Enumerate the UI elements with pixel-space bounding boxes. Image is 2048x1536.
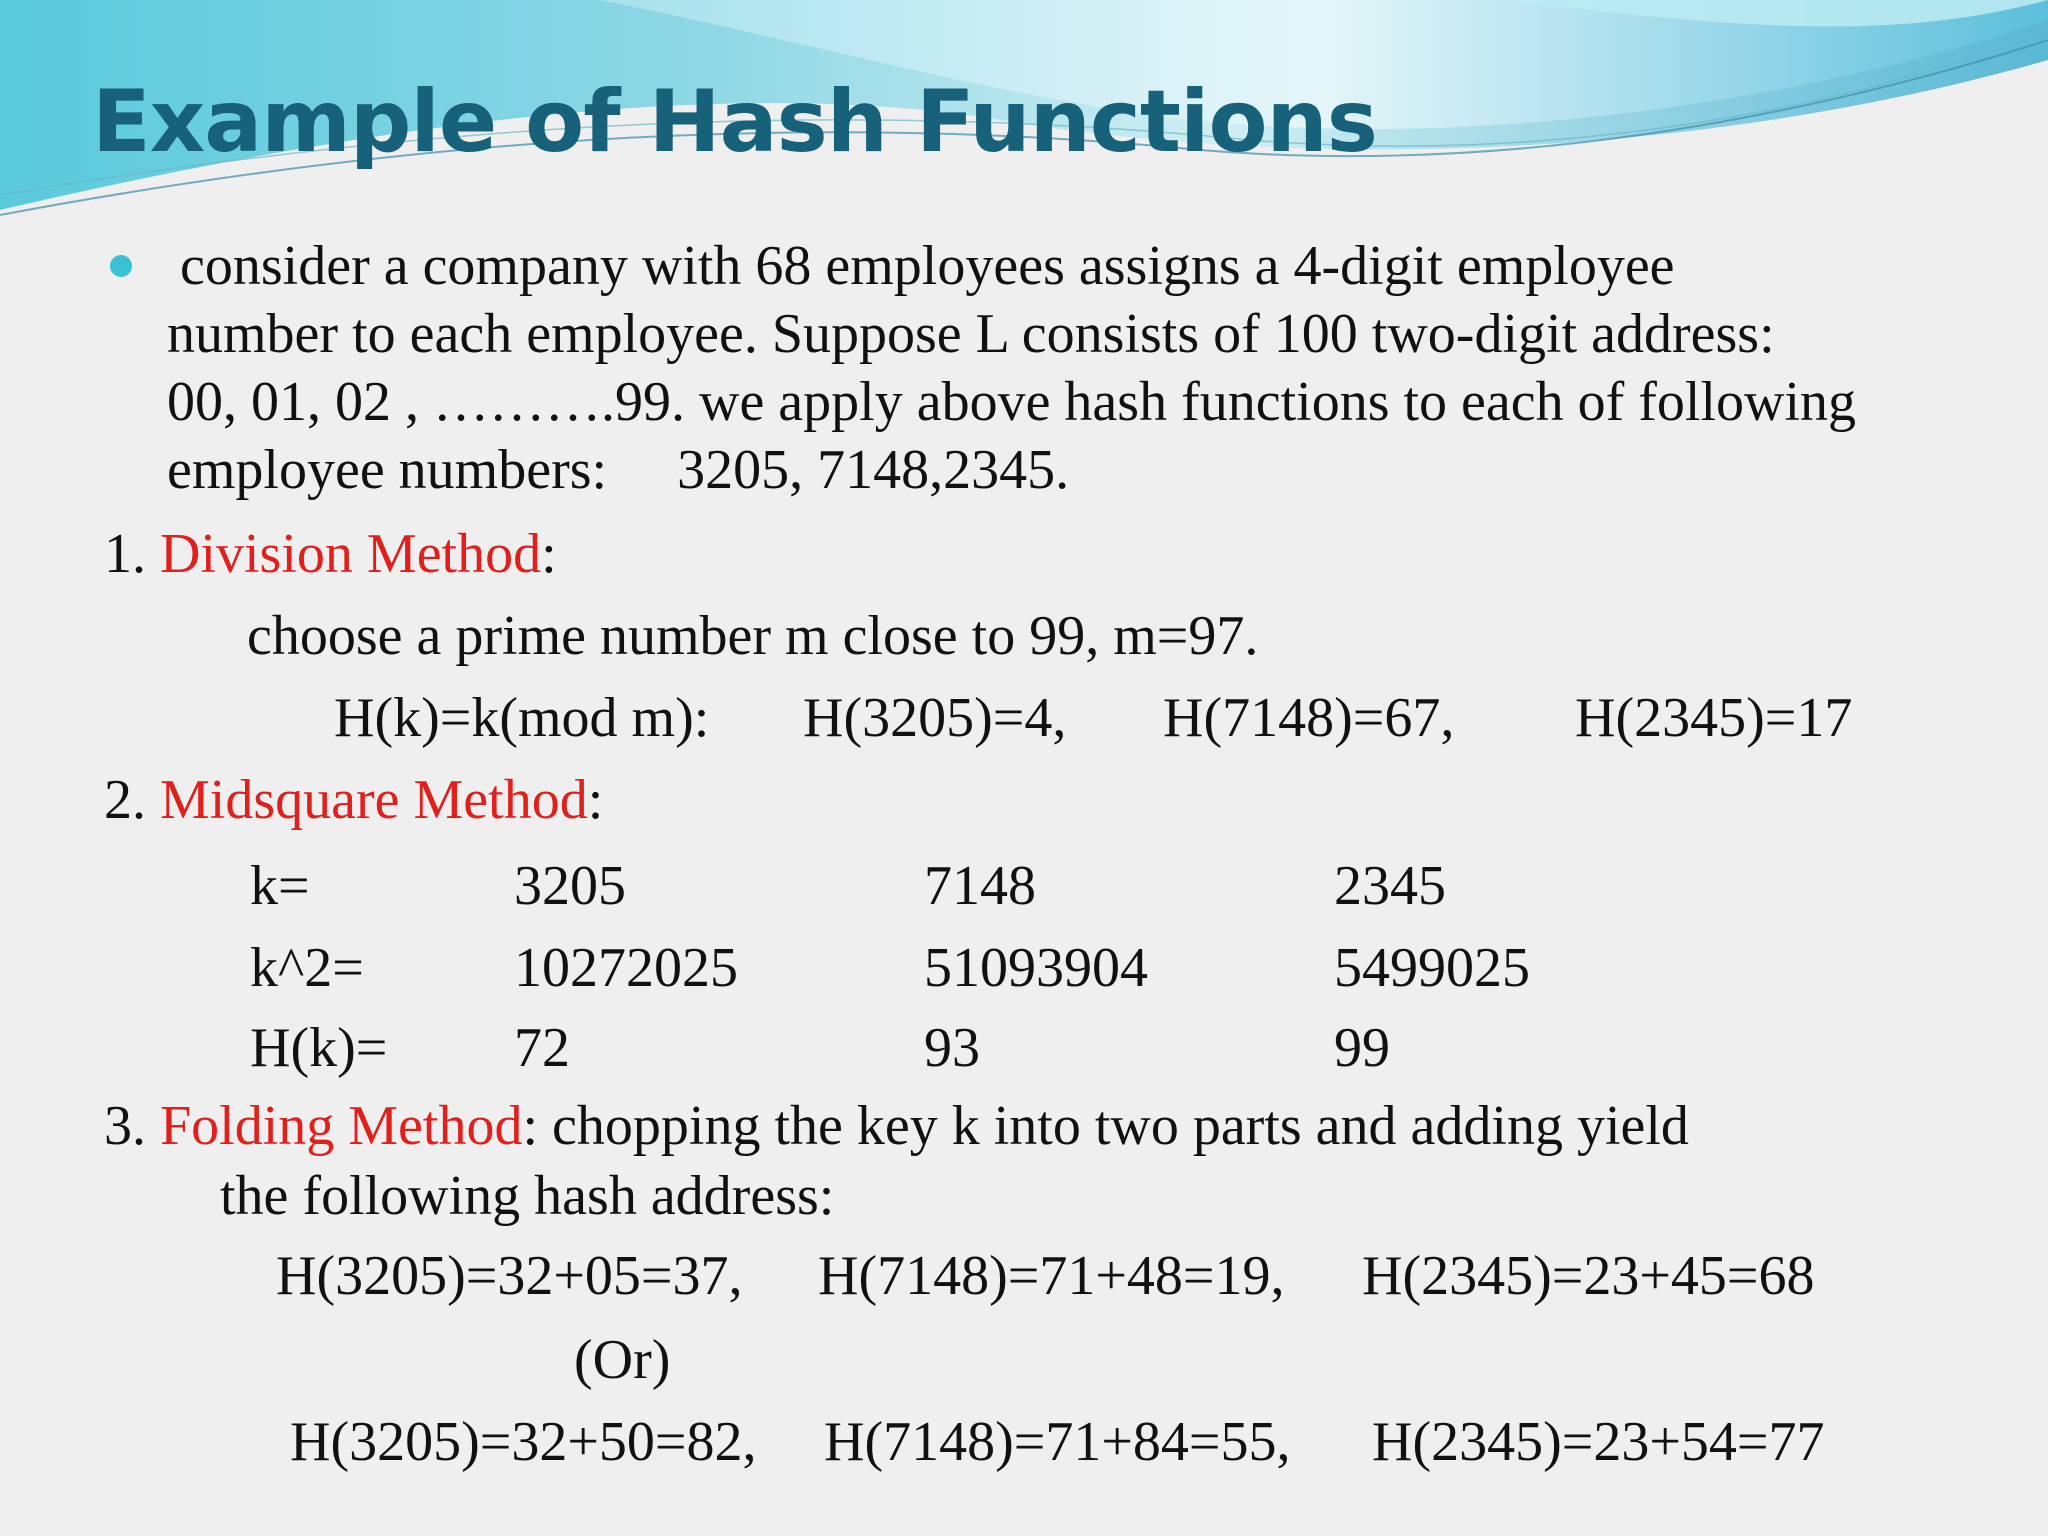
midsquare-ksq-2345: 5499025 [1334,937,1530,999]
midsquare-label-k: k= [250,855,310,917]
midsquare-colon: : [587,769,604,831]
division-colon: : [541,523,557,585]
midsquare-ksq-7148: 51093904 [924,937,1148,999]
division-result-7148: H(7148)=67, [1163,687,1455,749]
division-result-3205: H(3205)=4, [803,687,1067,749]
intro-line-4 [167,436,1069,504]
midsquare-number: 2. [104,769,146,831]
midsquare-heading [104,766,603,834]
folding-description-1: : chopping the key k into two parts and adding yield [522,1095,1689,1157]
folding-method-name: Folding Method [160,1095,523,1157]
midsquare-hk-7148: 93 [924,1017,980,1079]
intro-label: employee numbers: [167,439,608,501]
folding-b-7148: H(7148)=71+84=55, [824,1411,1291,1473]
folding-a-3205: H(3205)=32+05=37, [276,1245,743,1307]
folding-a-2345: H(2345)=23+45=68 [1362,1245,1815,1307]
midsquare-method-name: Midsquare Method [160,769,588,831]
midsquare-label-hk: H(k)= [250,1017,388,1079]
midsquare-hk-3205: 72 [514,1017,570,1079]
division-description: choose a prime number m close to 99, m=97. [247,605,1259,667]
folding-b-2345: H(2345)=23+54=77 [1372,1411,1825,1473]
division-number: 1. [104,523,146,585]
midsquare-hk-2345: 99 [1334,1017,1390,1079]
intro-line-1: consider a company with 68 employees assigns a 4-digit employee [180,235,1675,297]
folding-a-7148: H(7148)=71+48=19, [818,1245,1285,1307]
folding-description-2: the following hash address: [220,1165,835,1227]
division-formula: H(k)=k(mod m): [334,687,710,749]
bullet-dot-icon [110,255,132,277]
division-method-name: Division Method [160,523,542,585]
slide-title: Example of Hash Functions [92,72,1377,172]
midsquare-ksq-3205: 10272025 [514,937,738,999]
division-result-2345: H(2345)=17 [1575,687,1853,749]
midsquare-k-7148: 7148 [924,855,1036,917]
intro-numbers: 3205, 7148,2345. [677,439,1070,501]
intro-line-2: number to each employee. Suppose L consists of 100 two-digit address: [167,303,1775,365]
midsquare-k-3205: 3205 [514,855,626,917]
midsquare-k-2345: 2345 [1334,855,1446,917]
intro-line-3: 00, 01, 02 , ……….99. we apply above hash functions to each of following [167,371,1857,433]
folding-or: (Or) [574,1329,671,1391]
folding-number: 3. [104,1095,146,1157]
midsquare-label-k-squared: k^2= [250,937,364,999]
division-heading [104,520,557,588]
folding-heading [104,1092,1689,1160]
folding-b-3205: H(3205)=32+50=82, [290,1411,757,1473]
